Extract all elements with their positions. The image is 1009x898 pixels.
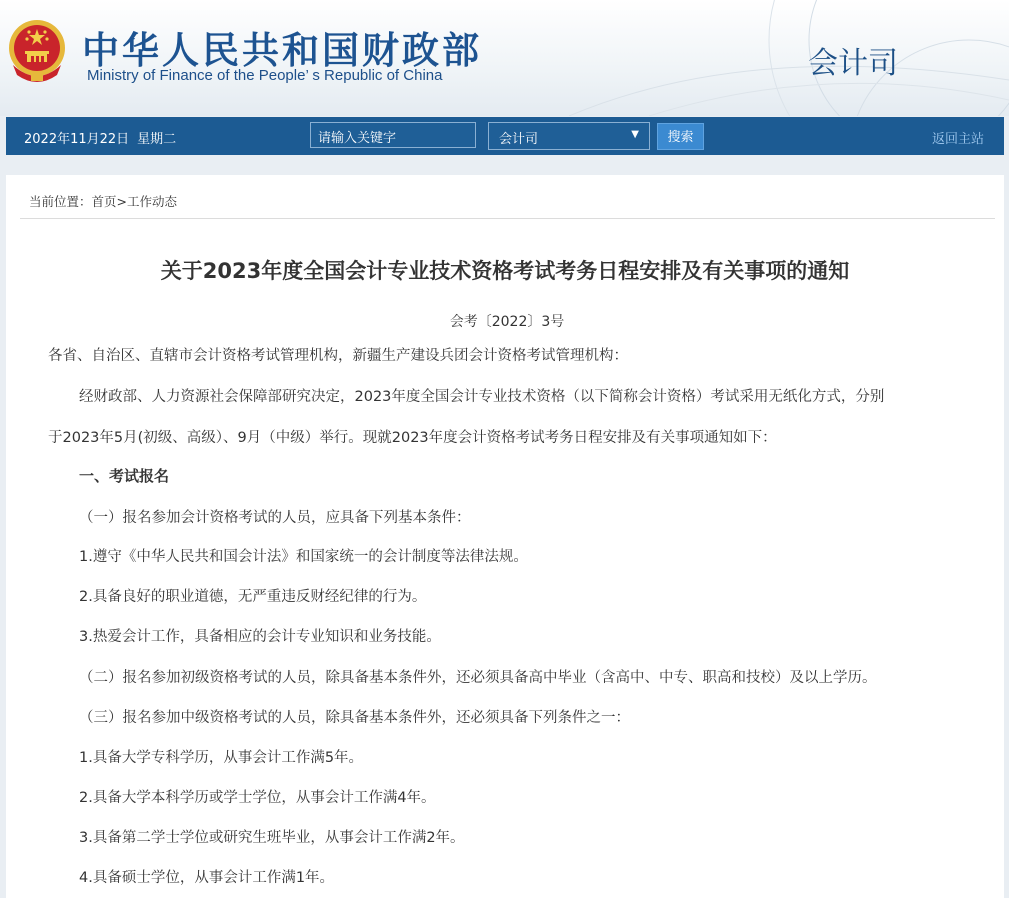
breadcrumb: [29, 192, 177, 210]
section-heading: 一、考试报名: [79, 467, 170, 485]
search-scope-value: 会计司: [499, 132, 539, 147]
top-nav-bar: [6, 117, 1004, 155]
article-paragraph: 2.具备大学本科学历或学士学位，从事会计工作满4年。: [79, 790, 436, 806]
article-paragraph: （三）报名参加中级资格考试的人员，除具备基本条件外，还必须具备下列条件之一：: [79, 710, 630, 726]
article-paragraph: 1.遵守《中华人民共和国会计法》和国家统一的会计制度等法律法规。: [79, 549, 528, 565]
article-paragraph: 4.具备硕士学位，从事会计工作满1年。: [79, 870, 335, 886]
national-emblem-icon: [7, 17, 67, 83]
search-button[interactable]: 搜索: [657, 123, 704, 150]
article-paragraph: （一）报名参加会计资格考试的人员，应具备下列基本条件：: [79, 510, 471, 526]
back-to-main-site-link[interactable]: 返回主站: [931, 132, 984, 147]
article-paragraph: 2.具备良好的职业道德，无严重违反财经纪律的行为。: [79, 589, 427, 605]
date-text: 2022年11月22日: [24, 132, 130, 147]
site-title-cn: 中华人民共和国财政部: [82, 29, 482, 72]
breadcrumb-current-link[interactable]: 工作动态: [127, 194, 178, 209]
current-date: [24, 128, 176, 147]
document-number: 会考〔2022〕3号: [449, 314, 565, 330]
article-paragraph: （二）报名参加初级资格考试的人员，除具备基本条件外，还必须具备高中毕业（含高中、中专、职高和技校）及以上学历。: [79, 670, 877, 686]
breadcrumb-divider: [20, 218, 995, 219]
site-header: [0, 0, 1009, 116]
article-paragraph: 3.具备第二学士学位或研究生班毕业，从事会计工作满2年。: [79, 830, 465, 846]
article-paragraph: 3.热爱会计工作，具备相应的会计专业知识和业务技能。: [79, 629, 441, 645]
article-paragraph: 经财政部、人力资源社会保障部研究决定，2023年度全国会计专业技术资格（以下简称会计资格）考试采用无纸化方式，分别: [79, 389, 885, 405]
site-title-en: Ministry of Finance of the People’ s Republic of China: [87, 67, 443, 84]
breadcrumb-home-link[interactable]: 首页: [91, 194, 117, 209]
dropdown-caret-icon: ▼: [631, 129, 639, 140]
breadcrumb-separator: >: [116, 194, 128, 209]
breadcrumb-prefix: 当前位置：: [29, 194, 92, 209]
article-title: 关于2023年度全国会计专业技术资格考试考务日程安排及有关事项的通知: [160, 259, 850, 283]
search-scope-select[interactable]: [488, 122, 650, 150]
article-paragraph: 于2023年5月(初级、高级）、9月（中级）举行。现就2023年度会计资格考试考务日程安排及有关事项通知如下：: [48, 430, 777, 446]
article-paragraph: 各省、自治区、直辖市会计资格考试管理机构，新疆生产建设兵团会计资格考试管理机构：: [48, 348, 628, 364]
weekday-text: 星期二: [137, 132, 177, 147]
department-name: 会计司: [808, 46, 898, 81]
article-paragraph: 1.具备大学专科学历，从事会计工作满5年。: [79, 750, 364, 766]
article-container: [6, 175, 1004, 898]
header-decoration-icon: [449, 0, 1009, 116]
search-input[interactable]: 请输入关键字: [310, 122, 476, 148]
